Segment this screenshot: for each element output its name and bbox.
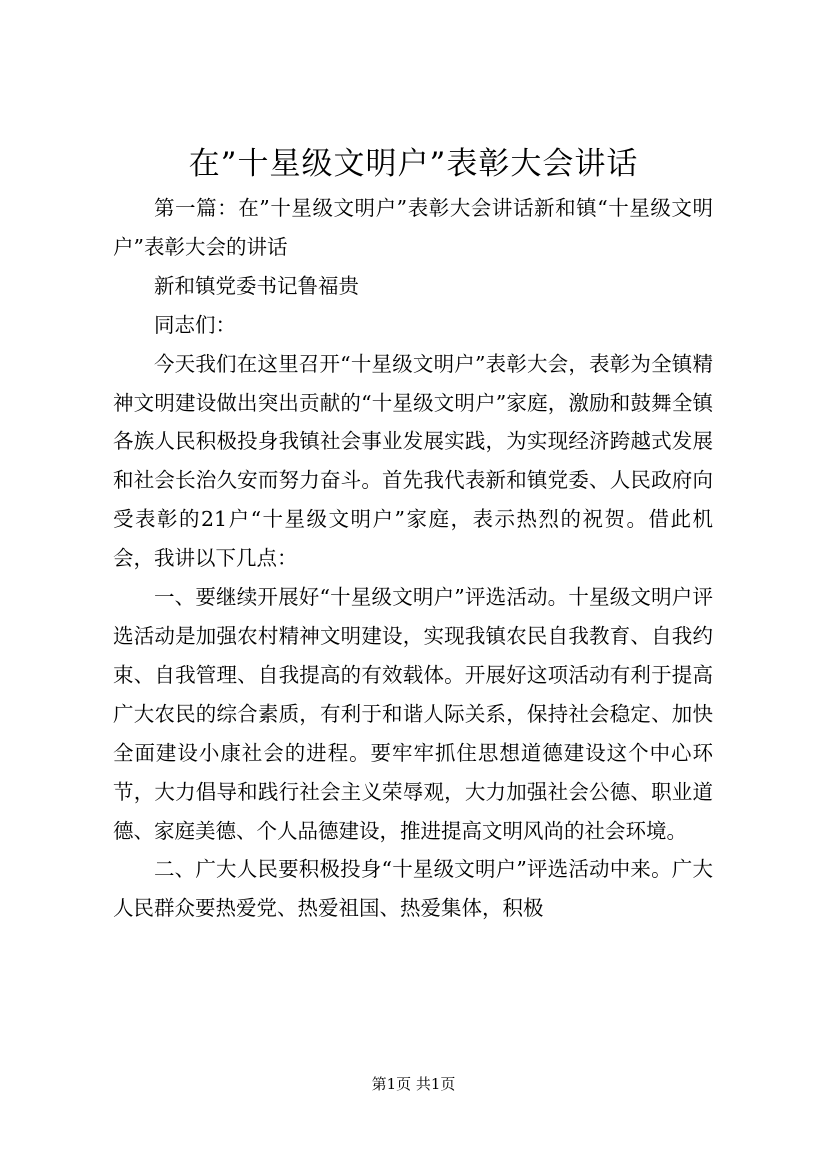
paragraph-author: 新和镇党委书记鲁福贵: [154, 273, 359, 298]
page-number-footer: 第1页 共1页: [371, 1075, 456, 1093]
paragraph-intro: 今天我们在这里召开“十星级文明户”表彰大会，表彰为全镇精神文明建设做出突出贡献的“十星级文明户”家庭，激励和鼓舞全镇各族人民积极投身我镇社会事业发展实践，为实现经济跨越式发展和社会长治久安而努力奋斗。首先我代表新和镇党委、人民政府向受表彰的21户“十星级文明户”家庭，表示热烈的祝贺。借此机会，我讲以下几点：: [113, 351, 713, 571]
document-body: [113, 189, 713, 928]
paragraph-heading: 第一篇：在”十星级文明户”表彰大会讲话新和镇“十星级文明户”表彰大会的讲话: [113, 196, 713, 259]
paragraph-salutation: 同志们：: [154, 312, 236, 337]
document-title: 在”十星级文明户”表彰大会讲话: [188, 146, 639, 182]
paragraph-point-two: 二、广大人民要积极投身“十星级文明户”评选活动中来。广大人民群众要热爱党、热爱祖国、热爱集体，积极: [113, 857, 713, 921]
paragraph-point-one: 一、要继续开展好“十星级文明户”评选活动。十星级文明户评选活动是加强农村精神文明建设，实现我镇农民自我教育、自我约束、自我管理、自我提高的有效载体。开展好这项活动有利于提高广大农民的综合素质，有利于和谐人际关系，保持社会稳定、加快全面建设小康社会的进程。要牢牢抓住思想道德建设这个中心环节，大力倡导和践行社会主义荣辱观，大力加强社会公德、职业道德、家庭美德、个人品德建设，推进提高文明风尚的社会环境。: [113, 585, 713, 843]
